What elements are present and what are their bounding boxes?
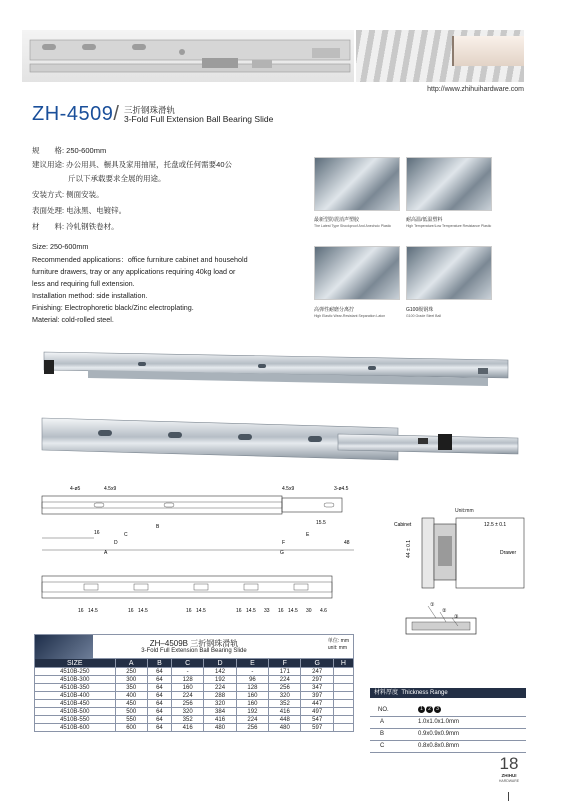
thickness-row bbox=[370, 728, 526, 740]
thickness-value: 0.8x0.8x0.8mm bbox=[418, 740, 526, 752]
table-cell: 416 bbox=[269, 708, 301, 716]
spec-zh-application-cont: 斤以下承载要求全展的用途。 bbox=[68, 174, 166, 183]
size-table-grid bbox=[34, 658, 354, 732]
drawing-label: 14.5 bbox=[138, 608, 148, 614]
drawing-label: 16 bbox=[94, 530, 100, 536]
feature-photo-separation bbox=[314, 246, 400, 300]
height-label: 44 ± 0.1 bbox=[406, 539, 412, 558]
drawing-label: 16 bbox=[78, 608, 84, 614]
spec-zh-material: 材 料: 冷轧钢铁卷材。 bbox=[32, 222, 119, 231]
table-cell: 497 bbox=[301, 708, 333, 716]
drawing-label: 14.5 bbox=[288, 608, 298, 614]
table-cell: - bbox=[236, 668, 268, 676]
drawing-label: 3-ø4.5 bbox=[334, 486, 349, 492]
table-cell: 350 bbox=[115, 684, 147, 692]
table-cell: 352 bbox=[269, 700, 301, 708]
slide-image-closed bbox=[38, 344, 522, 396]
spec-en-material: Material: cold-rolled steel. bbox=[32, 315, 114, 324]
table-cell: 64 bbox=[147, 668, 171, 676]
table-cell: 4510B-250 bbox=[35, 668, 116, 676]
feature-caption-zh: 最新型防震消声塑胶 bbox=[314, 217, 360, 223]
table-row bbox=[35, 684, 354, 692]
table-cell: 320 bbox=[204, 700, 236, 708]
table-cell: 192 bbox=[204, 676, 236, 684]
table-cell: 347 bbox=[301, 684, 333, 692]
table-cell: 352 bbox=[171, 716, 203, 724]
drawing-label: 16 bbox=[128, 608, 134, 614]
table-cell: 64 bbox=[147, 708, 171, 716]
number-2-icon: 2 bbox=[426, 706, 433, 713]
feature-caption-en: The Latest Type Shockproof And Anechoic Plastic bbox=[314, 224, 392, 228]
table-cell: 320 bbox=[269, 692, 301, 700]
column-header: E bbox=[236, 659, 268, 668]
thickness-no: C bbox=[370, 740, 418, 752]
table-cell: 96 bbox=[236, 676, 268, 684]
gap-label: 12.5 ± 0.1 bbox=[484, 522, 507, 528]
drawing-label: C bbox=[124, 532, 128, 538]
hole-pattern-drawing bbox=[24, 566, 334, 620]
drawing-label: 4.6 bbox=[320, 608, 327, 614]
table-cell: 4510B-550 bbox=[35, 716, 116, 724]
table-header bbox=[34, 634, 354, 658]
feature-caption-zh: G100级钢珠 bbox=[406, 307, 434, 313]
number-1-icon: 1 bbox=[418, 706, 425, 713]
table-cell bbox=[333, 676, 353, 684]
callout-1: ① bbox=[430, 602, 435, 608]
table-cell: 450 bbox=[115, 700, 147, 708]
table-cell: 384 bbox=[204, 708, 236, 716]
table-cell: 300 bbox=[115, 676, 147, 684]
drawing-label: 16 bbox=[236, 608, 242, 614]
spec-en-application-2: furniture drawers, tray or any applications requiring 40kg load or bbox=[32, 267, 236, 276]
table-cell bbox=[333, 716, 353, 724]
feature-photo-temperature bbox=[406, 157, 492, 211]
thickness-no: A bbox=[370, 716, 418, 728]
table-cell: 550 bbox=[115, 716, 147, 724]
table-cell: 500 bbox=[115, 708, 147, 716]
table-unit: 单位: mm unit: mm bbox=[327, 638, 349, 651]
table-cell: 256 bbox=[236, 724, 268, 732]
model-number: ZH-4509/ bbox=[32, 103, 120, 125]
table-cell: 250 bbox=[115, 668, 147, 676]
table-cell: 64 bbox=[147, 700, 171, 708]
drawing-label: 16 bbox=[186, 608, 192, 614]
table-cell: 128 bbox=[236, 684, 268, 692]
callout-3: ③ bbox=[454, 614, 459, 620]
drawing-label: A bbox=[104, 550, 108, 556]
feature-photo-plastic bbox=[314, 157, 400, 211]
table-cell bbox=[333, 708, 353, 716]
no-label: NO. bbox=[370, 704, 418, 716]
thickness-header: 材料厚度 Thickness Range bbox=[370, 688, 526, 698]
table-cell: 224 bbox=[269, 676, 301, 684]
drawing-label: 14.5 bbox=[88, 608, 98, 614]
drawing-label: 14.5 bbox=[196, 608, 206, 614]
table-cell: 480 bbox=[204, 724, 236, 732]
table-cell: 447 bbox=[301, 700, 333, 708]
column-header: C bbox=[171, 659, 203, 668]
table-cell bbox=[333, 700, 353, 708]
table-row bbox=[35, 668, 354, 676]
slide-thumbnail bbox=[35, 635, 93, 659]
spec-en-application-3: less and requiring full extension. bbox=[32, 279, 135, 288]
drawing-label: 30 bbox=[306, 608, 312, 614]
table-cell: 64 bbox=[147, 684, 171, 692]
table-row bbox=[35, 676, 354, 684]
number-3-icon: 3 bbox=[434, 706, 441, 713]
table-cell: 4510B-600 bbox=[35, 724, 116, 732]
table-cell: 480 bbox=[269, 724, 301, 732]
drawing-label: 4.5x9 bbox=[104, 486, 117, 492]
table-cell: 224 bbox=[236, 716, 268, 724]
table-cell: 597 bbox=[301, 724, 333, 732]
thickness-value: 1.0x1.0x1.0mm bbox=[418, 716, 526, 728]
table-cell: 142 bbox=[204, 668, 236, 676]
column-header: H bbox=[333, 659, 353, 668]
table-cell: 224 bbox=[171, 692, 203, 700]
table-cell: 4510B-450 bbox=[35, 700, 116, 708]
table-cell: 256 bbox=[171, 700, 203, 708]
table-row bbox=[35, 716, 354, 724]
table-cell: 128 bbox=[171, 676, 203, 684]
product-title-en: 3-Fold Full Extension Ball Bearing Slide bbox=[124, 114, 274, 124]
thickness-no: B bbox=[370, 728, 418, 740]
table-cell: 416 bbox=[204, 716, 236, 724]
spec-zh-application: 建议用途: 办公用具、橱具及家用抽屉，托盘或任何需要40公 bbox=[32, 160, 233, 169]
table-cell bbox=[333, 724, 353, 732]
table-row bbox=[35, 724, 354, 732]
table-cell: - bbox=[171, 668, 203, 676]
column-header: F bbox=[269, 659, 301, 668]
table-header-row bbox=[35, 659, 354, 668]
size-table bbox=[34, 634, 354, 732]
spec-zh-finish: 表面处理: 电泳黑、电镀锌。 bbox=[32, 206, 127, 215]
table-cell: 320 bbox=[171, 708, 203, 716]
drawing-label: 4-ø5 bbox=[70, 486, 81, 492]
product-title-zh: 三折钢珠滑轨 bbox=[124, 105, 176, 115]
cabinet-section-drawing bbox=[392, 514, 528, 596]
table-cell: 288 bbox=[204, 692, 236, 700]
table-cell: 416 bbox=[171, 724, 203, 732]
table-cell: 160 bbox=[236, 692, 268, 700]
table-cell: 64 bbox=[147, 716, 171, 724]
thickness-value: 0.9x0.9x0.9mm bbox=[418, 728, 526, 740]
spec-en-install: Installation method: side installation. bbox=[32, 291, 148, 300]
table-row bbox=[35, 700, 354, 708]
thickness-header-row bbox=[370, 704, 526, 716]
drawing-label: 14.5 bbox=[246, 608, 256, 614]
table-cell: 247 bbox=[301, 668, 333, 676]
table-cell: 448 bbox=[269, 716, 301, 724]
table-cell: 4510B-500 bbox=[35, 708, 116, 716]
column-header: G bbox=[301, 659, 333, 668]
thickness-row bbox=[370, 740, 526, 752]
drawing-label: 15.5 bbox=[316, 520, 326, 526]
profile-callout-drawing bbox=[396, 598, 526, 642]
spec-en-size: Size: 250-600mm bbox=[32, 242, 89, 251]
feature-photo-steel-ball bbox=[406, 246, 492, 300]
feature-caption-en: G100 Grade Steel Ball bbox=[406, 314, 442, 318]
table-cell: 547 bbox=[301, 716, 333, 724]
table-cell: 192 bbox=[236, 708, 268, 716]
column-header: A bbox=[115, 659, 147, 668]
feature-caption-zh: 耐高温/低温塑料 bbox=[406, 217, 443, 223]
drawer-label: Drawer bbox=[500, 550, 517, 556]
feature-caption-zh: 高弹性耐磨分离拧 bbox=[314, 307, 355, 313]
drawing-label: B bbox=[156, 524, 160, 530]
feature-caption-en: High Temperature/Low Temperature Resistance Plastic bbox=[406, 224, 492, 228]
drawing-label: 33 bbox=[264, 608, 270, 614]
slide-image-extended bbox=[38, 408, 522, 470]
hero-banner bbox=[22, 30, 354, 82]
callout-2: ② bbox=[442, 608, 447, 614]
table-cell: 400 bbox=[115, 692, 147, 700]
cabinet-label: Cabinet bbox=[394, 522, 412, 528]
table-cell: 4510B-400 bbox=[35, 692, 116, 700]
table-cell bbox=[333, 668, 353, 676]
table-cell: 4510B-350 bbox=[35, 684, 116, 692]
column-header: SIZE bbox=[35, 659, 116, 668]
drawing-label: D bbox=[114, 540, 118, 546]
table-cell: 64 bbox=[147, 692, 171, 700]
drawing-label: F bbox=[282, 540, 286, 546]
table-cell: 256 bbox=[269, 684, 301, 692]
unit-label: Unit:mm bbox=[455, 508, 474, 514]
table-cell: 600 bbox=[115, 724, 147, 732]
drawer-photo bbox=[452, 36, 524, 66]
column-header: D bbox=[204, 659, 236, 668]
table-title: ZH–4509B 三折钢珠滑轨 bbox=[149, 639, 239, 648]
brand-name: ZHIHUI bbox=[501, 773, 517, 778]
table-cell: 4510B-300 bbox=[35, 676, 116, 684]
spec-en-finish: Finishing: Electrophoretic black/Zinc electroplating. bbox=[32, 303, 194, 312]
drawing-label: G bbox=[280, 550, 284, 556]
table-cell bbox=[333, 684, 353, 692]
drawing-label: 4.5x9 bbox=[282, 486, 295, 492]
spec-zh-install: 安装方式: 侧面安装。 bbox=[32, 190, 104, 199]
spec-zh-size: 规 格: 250-600mm bbox=[32, 146, 107, 155]
table-cell: 160 bbox=[171, 684, 203, 692]
table-row bbox=[35, 708, 354, 716]
thickness-row bbox=[370, 716, 526, 728]
table-cell: 297 bbox=[301, 676, 333, 684]
page-number: 18 bbox=[499, 754, 519, 773]
column-header: B bbox=[147, 659, 171, 668]
table-subtitle: 3-Fold Full Extension Ball Bearing Slide bbox=[141, 648, 247, 654]
thickness-table bbox=[370, 704, 526, 753]
divider bbox=[508, 792, 509, 801]
spec-en-application: Recommended applications：office furniture cabinet and household bbox=[32, 255, 248, 264]
table-cell: 64 bbox=[147, 724, 171, 732]
slide-rail-illustration bbox=[22, 30, 354, 82]
drawing-label: E bbox=[306, 532, 310, 538]
website-url[interactable]: http://www.zhihuihardware.com bbox=[427, 86, 524, 93]
table-cell: 64 bbox=[147, 676, 171, 684]
table-cell bbox=[333, 692, 353, 700]
table-cell: 224 bbox=[204, 684, 236, 692]
table-cell: 171 bbox=[269, 668, 301, 676]
table-cell: 397 bbox=[301, 692, 333, 700]
drawing-label: 16 bbox=[278, 608, 284, 614]
table-row bbox=[35, 692, 354, 700]
table-cell: 160 bbox=[236, 700, 268, 708]
drawing-label: 48 bbox=[344, 540, 350, 546]
feature-caption-en: High Elastic Wear-Resistant Separation Laton bbox=[314, 314, 386, 318]
dot-icons bbox=[418, 704, 526, 716]
brand-subtitle: HARDWARE bbox=[498, 779, 520, 783]
